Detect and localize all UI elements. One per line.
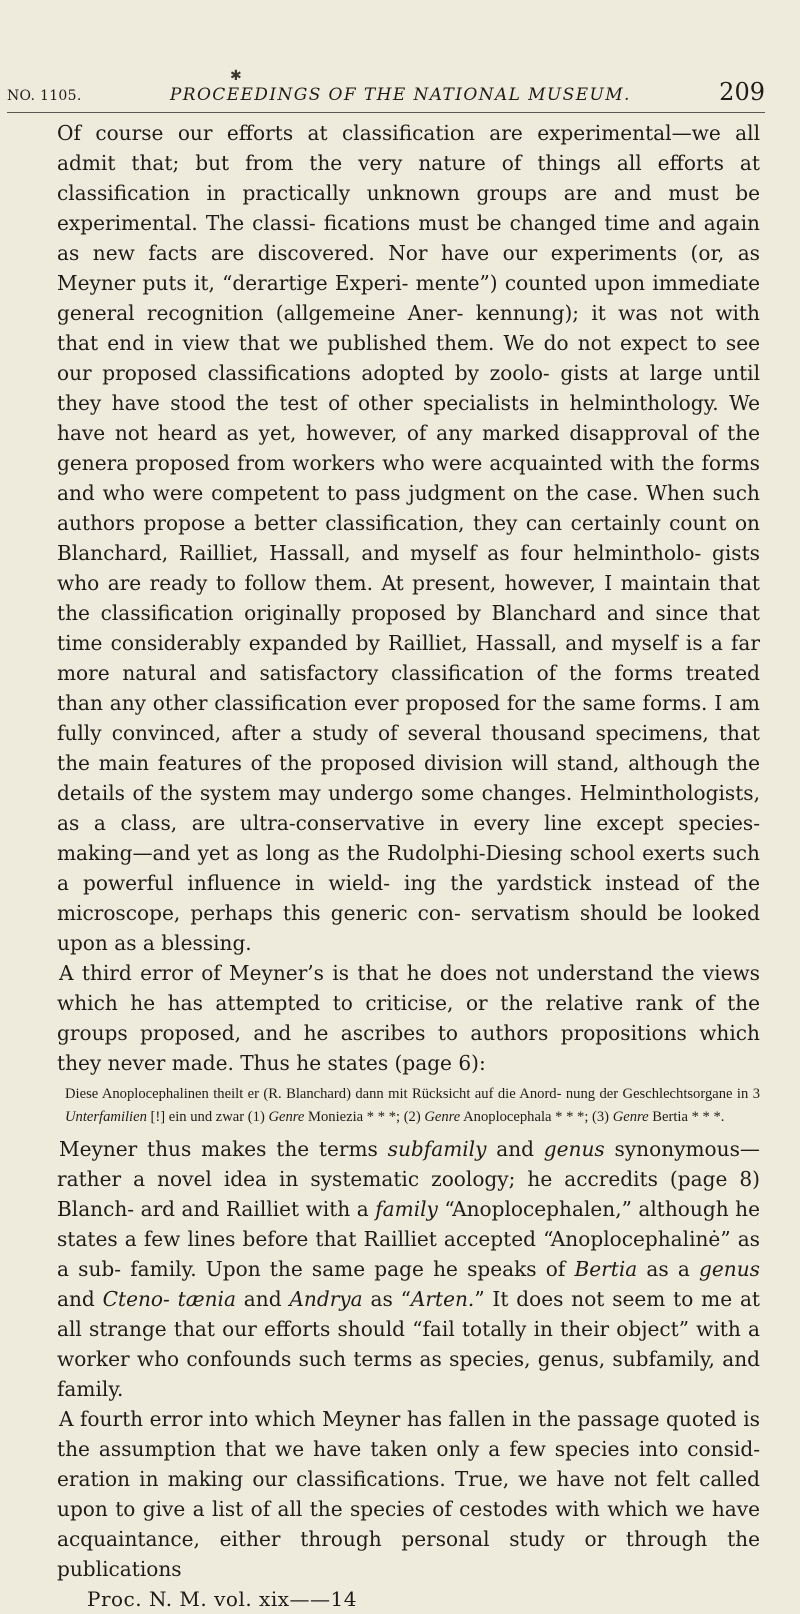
text-run: and xyxy=(486,1137,544,1161)
italic-run: Andrya xyxy=(289,1287,363,1311)
quote-text: [!] ein und zwar (1) xyxy=(146,1109,269,1125)
text-run: as a xyxy=(637,1257,700,1281)
printer-mark: ✱ xyxy=(230,68,242,84)
issue-number: NO. 1105. xyxy=(7,88,82,104)
quote-italic: Genre xyxy=(612,1109,649,1125)
text-run: “Anoplocephalen,” although he states a few lines before that Railliet accepted “Anoplocephalinė” as a sub- family. Upon the same page he speaks of xyxy=(57,1197,760,1281)
italic-run: genus xyxy=(543,1137,605,1161)
italic-run: subfamily xyxy=(387,1137,487,1161)
journal-title: PROCEEDINGS OF THE NATIONAL MUSEUM. xyxy=(169,85,631,105)
text-run: synonymous— rather a novel idea in systematic zoology; he accredits (page 8) Blanch- ard and Railliet with a xyxy=(57,1137,760,1221)
page-number: 209 xyxy=(719,78,765,106)
italic-run: genus xyxy=(699,1257,760,1281)
quote-text: Anoplocephala * * *; (3) xyxy=(460,1109,613,1125)
paragraph-1: Of course our efforts at classification are experimental—we all admit that; but from the very nature of things all efforts at classification in practically unknown groups are and must be experimental. The classi- fications must be changed time and again as new facts are discovered. Nor have our experiments (or, as Meyner puts it, “derartige Experi- mente”) counted upon immediate general recognition (allgemeine Aner- kennung); it was not with that end in view that we published them. We do not expect to see our proposed classifications adopted by zoolo- gists at large until they have stood the test of other specialists in helminthology. We have not heard as yet, however, of any marked disapproval of the genera proposed from workers who were acquainted with the forms and who were competent to pass judgment on the case. When such authors propose a better classification, they can certainly count on Blanchard, Railliet, Hassall, and myself as four helmintholo- gists who are ready to follow them. At present, however, I maintain that the classification originally proposed by Blanchard and since that time considerably expanded by Railliet, Hassall, and myself is a far more natural and satisfactory classification of the forms treated than any other classification ever proposed for the same forms. I am fully convinced, after a study of several thousand specimens, that the main features of the proposed division will stand, although the details of the system may undergo some changes. Helminthologists, as a class, are ultra-conservative in every line except species-making—and yet as long as the Rudolphi-Diesing school exerts such a powerful influence in wield- ing the yardstick instead of the microscope, perhaps this generic con- servatism should be looked upon as a blessing. xyxy=(57,121,760,955)
text-run: ” It does not seem to me at all strange that our efforts should “fail totally in their object” with a worker who confounds such terms as species, genus, subfamily, and family. xyxy=(57,1287,761,1401)
paragraph-3 xyxy=(57,1134,760,1404)
italic-run: Cteno- tænia xyxy=(102,1287,236,1311)
paragraph-4: A fourth error into which Meyner has fallen in the passage quoted is the assumption that we have taken only a few species into consid- eration in making our classifications. True, we have not felt called upon to give a list of all the species of cestodes with which we have acquaintance, either through personal study or through the publications xyxy=(57,1407,760,1581)
running-head xyxy=(7,78,765,113)
text-run: and xyxy=(235,1287,290,1311)
quote-italic: Genre xyxy=(268,1109,305,1125)
signature-line: Proc. N. M. vol. xix——14 xyxy=(87,1587,357,1611)
italic-run: Arten. xyxy=(410,1287,475,1311)
paragraph-2: A third error of Meyner’s is that he does not understand the views which he has attempted to criticise, or the relative rank of the groups proposed, and he ascribes to authors propositions which they never made. Thus he states (page 6): xyxy=(57,961,760,1075)
text-run: as “ xyxy=(362,1287,411,1311)
quote-italic: Genre xyxy=(424,1109,461,1125)
body-text xyxy=(57,118,760,1614)
quote-text: Moniezia * * *; (2) xyxy=(304,1109,425,1125)
block-quote xyxy=(65,1083,760,1129)
italic-run: Bertia xyxy=(574,1257,638,1281)
text-run: Meyner thus makes the terms xyxy=(59,1137,388,1161)
text-run: and xyxy=(57,1287,103,1311)
italic-run: family xyxy=(375,1197,438,1221)
quote-italic: Unterfamilien xyxy=(65,1109,147,1125)
quote-text: Diese Anoplocephalinen theilt er (R. Blanchard) dann mit Rücksicht auf die Anord- nung der Geschlechtsorgane in 3 xyxy=(65,1086,760,1102)
quote-text: Bertia * * *. xyxy=(648,1109,725,1125)
